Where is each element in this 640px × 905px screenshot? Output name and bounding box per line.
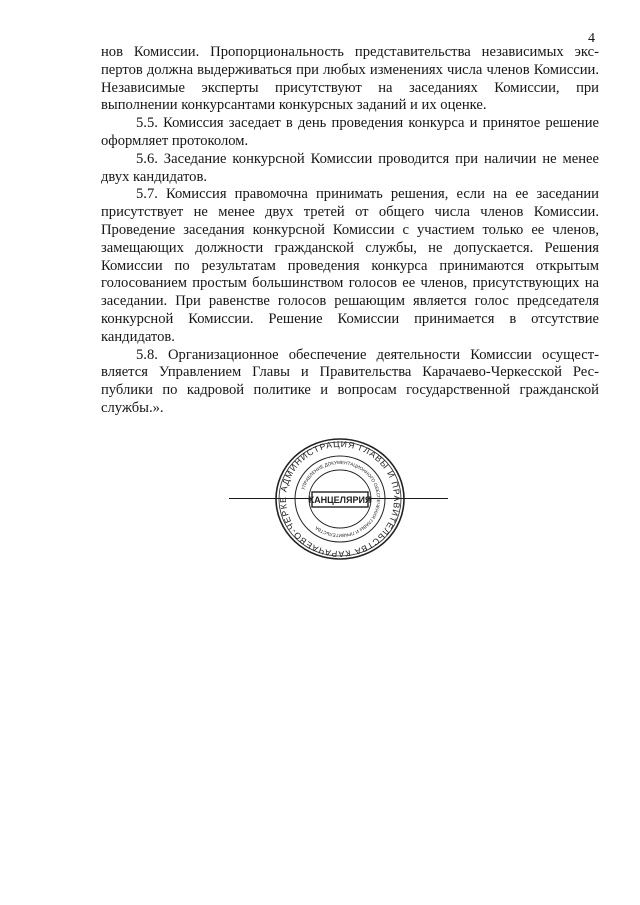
stamp-inner-ring-text: УПРАВЛЕНИЕ ДОКУМЕНТАЦИОННОГО ОБЕСПЕЧЕНИЯ ГЛАВЫ И ПРАВИТЕЛЬСТВА bbox=[300, 459, 382, 539]
official-stamp-seal bbox=[273, 437, 407, 561]
stamp-center-text: КАНЦЕЛЯРИЯ bbox=[308, 495, 372, 505]
paragraph-commission-experts: нов Комиссии. Пропорциональность представительства независимых экспертов должна выдерживаться при любых изменениях числа членов Комиссии. Независимые эксперты присутствуют на заседаниях Комиссии, при выполнении конкурсантами конкурсных заданий и их оценке. bbox=[101, 44, 599, 114]
document-body bbox=[101, 44, 599, 418]
page-number: 4 bbox=[588, 31, 595, 46]
stamp-outer-ring-text: АДМИНИСТРАЦИЯ ГЛАВЫ И ПРАВИТЕЛЬСТВА КАРАЧАЕВО-ЧЕРКЕ bbox=[277, 438, 403, 560]
paragraph-5-8: 5.8. Организационное обеспечение деятельности Комиссии осуществляется Управлением Главы и Правительства Карачаево-Черкесской Республики по кадровой политике и вопросам государственной гражданской службы.». bbox=[101, 346, 599, 416]
paragraph-5-5: 5.5. Комиссия заседает в день проведения конкурса и принятое решение оформляет протоколом. bbox=[101, 115, 599, 149]
paragraph-5-7: 5.7. Комиссия правомочна принимать решения, если на ее заседании присутствует не менее двух третей от общего числа членов Комиссии. Проведение заседания конкурсной Комиссии с участием только ее членов, замещающих должности гражданской службы, не допускается. Решения Комиссии по результатам проведения конкурса принимаются открытым голосованием простым большинством голосов ее членов, присутствующих на заседании. При равенстве голосов решающим является голос председателя конкурсной Комиссии. Решение Комиссии принимается в отсутствие кандидатов. bbox=[101, 186, 599, 345]
stamp-seal-graphic bbox=[273, 437, 407, 561]
paragraph-5-6: 5.6. Заседание конкурсной Комиссии проводится при наличии не менее двух кандидатов. bbox=[101, 150, 599, 185]
